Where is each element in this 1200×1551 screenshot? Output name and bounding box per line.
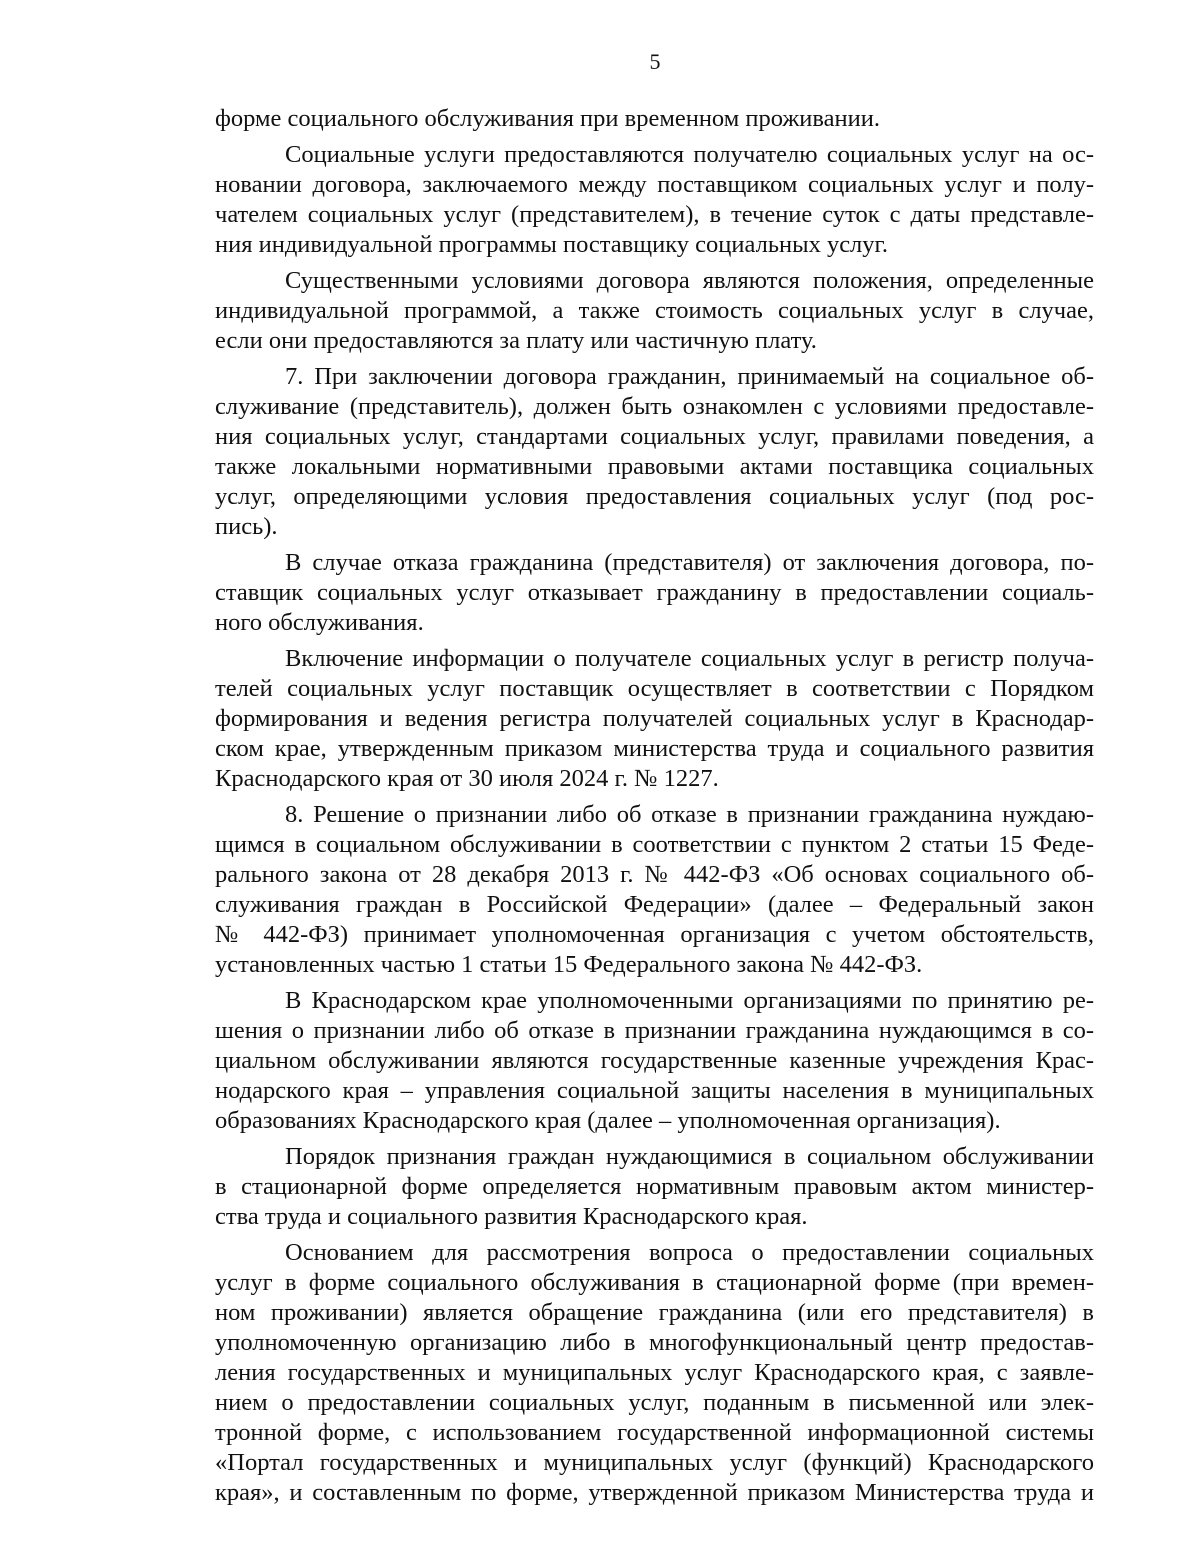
text-line: услуг, определяющими условия предоставления социальных услуг (под рос- (215, 483, 1094, 510)
text-line: края», и составленным по форме, утвержденной приказом Министерства труда и (215, 1479, 1094, 1506)
text-line: рального закона от 28 декабря 2013 г. № 442-ФЗ «Об основах социального об- (215, 861, 1094, 888)
text-line: служивания граждан в Российской Федерации» (далее – Федеральный закон (215, 891, 1094, 918)
paragraph (215, 266, 1094, 356)
text-line: ском крае, утвержденным приказом министерства труда и социального развития (215, 735, 1094, 762)
text-line: в стационарной форме определяется нормативным правовым актом министер- (215, 1173, 1094, 1200)
text-line: «Портал государственных и муниципальных услуг (функций) Краснодарского (215, 1449, 1094, 1476)
text-line: циальном обслуживании являются государственные казенные учреждения Крас- (215, 1047, 1094, 1074)
text-line: щимся в социальном обслуживании в соответствии с пунктом 2 статьи 15 Феде- (215, 831, 1094, 858)
paragraph (215, 1142, 1094, 1232)
paragraph (215, 362, 1094, 542)
text-line: уполномоченную организацию либо в многофункциональный центр предостав- (215, 1329, 1094, 1356)
text-line: новании договора, заключаемого между поставщиком социальных услуг и полу- (215, 171, 1094, 198)
text-line: Основанием для рассмотрения вопроса о предоставлении социальных (285, 1239, 1094, 1266)
text-line: форме социального обслуживания при временном проживании. (215, 105, 880, 132)
page-number: 5 (649, 49, 661, 74)
paragraph (215, 644, 1094, 794)
text-line: ставщик социальных услуг отказывает гражданину в предоставлении социаль- (215, 579, 1094, 606)
text-line: установленных частью 1 статьи 15 Федерального закона № 442-ФЗ. (215, 951, 923, 978)
text-line: ления государственных и муниципальных услуг Краснодарского края, с заявле- (215, 1359, 1094, 1386)
text-line: Краснодарского края от 30 июля 2024 г. № 1227. (215, 765, 719, 792)
text-line: нием о предоставлении социальных услуг, поданным в письменной или элек- (215, 1389, 1094, 1416)
text-line: услуг в форме социального обслуживания в стационарной форме (при времен- (215, 1269, 1094, 1296)
paragraph (215, 104, 1094, 134)
text-line: ного обслуживания. (215, 609, 424, 636)
text-line: Социальные услуги предоставляются получателю социальных услуг на ос- (285, 141, 1094, 168)
text-line: 7. При заключении договора гражданин, принимаемый на социальное об- (285, 363, 1094, 390)
text-line: Порядок признания граждан нуждающимися в социальном обслуживании (285, 1143, 1094, 1170)
paragraph (215, 1238, 1094, 1508)
paragraph (215, 140, 1094, 260)
paragraph (215, 548, 1094, 638)
text-line: индивидуальной программой, а также стоимость социальных услуг в случае, (215, 297, 1094, 324)
text-line: 8. Решение о признании либо об отказе в признании гражданина нуждаю- (285, 801, 1094, 828)
text-line: ном проживании) является обращение гражданина (или его представителя) в (215, 1299, 1094, 1326)
text-line: образованиях Краснодарского края (далее – уполномоченная организация). (215, 1107, 1001, 1134)
text-line: В случае отказа гражданина (представителя) от заключения договора, по- (285, 549, 1094, 576)
text-line: чателем социальных услуг (представителем), в течение суток с даты представле- (215, 201, 1094, 228)
text-line: тронной форме, с использованием государственной информационной системы (215, 1419, 1094, 1446)
text-line: ния индивидуальной программы поставщику социальных услуг. (215, 231, 888, 258)
text-line: пись). (215, 513, 278, 540)
paragraph (215, 800, 1094, 980)
text-line: телей социальных услуг поставщик осуществляет в соответствии с Порядком (215, 675, 1094, 702)
text-line: ния социальных услуг, стандартами социальных услуг, правилами поведения, а (215, 423, 1094, 450)
text-line: Включение информации о получателе социальных услуг в регистр получа- (285, 645, 1094, 672)
text-line: В Краснодарском крае уполномоченными организациями по принятию ре- (285, 987, 1094, 1014)
text-line: также локальными нормативными правовыми актами поставщика социальных (215, 453, 1094, 480)
text-line: формирования и ведения регистра получателей социальных услуг в Краснодар- (215, 705, 1094, 732)
text-line: шения о признании либо об отказе в признании гражданина нуждающимся в со- (215, 1017, 1094, 1044)
text-line: ства труда и социального развития Краснодарского края. (215, 1203, 808, 1230)
document-body (215, 104, 1094, 1508)
text-line: служивание (представитель), должен быть ознакомлен с условиями предоставле- (215, 393, 1094, 420)
paragraph (215, 986, 1094, 1136)
text-line: если они предоставляются за плату или частичную плату. (215, 327, 817, 354)
text-line: нодарского края – управления социальной защиты населения в муниципальных (215, 1077, 1094, 1104)
text-line: Существенными условиями договора являются положения, определенные (285, 267, 1094, 294)
text-line: № 442-ФЗ) принимает уполномоченная организация с учетом обстоятельств, (215, 921, 1094, 948)
